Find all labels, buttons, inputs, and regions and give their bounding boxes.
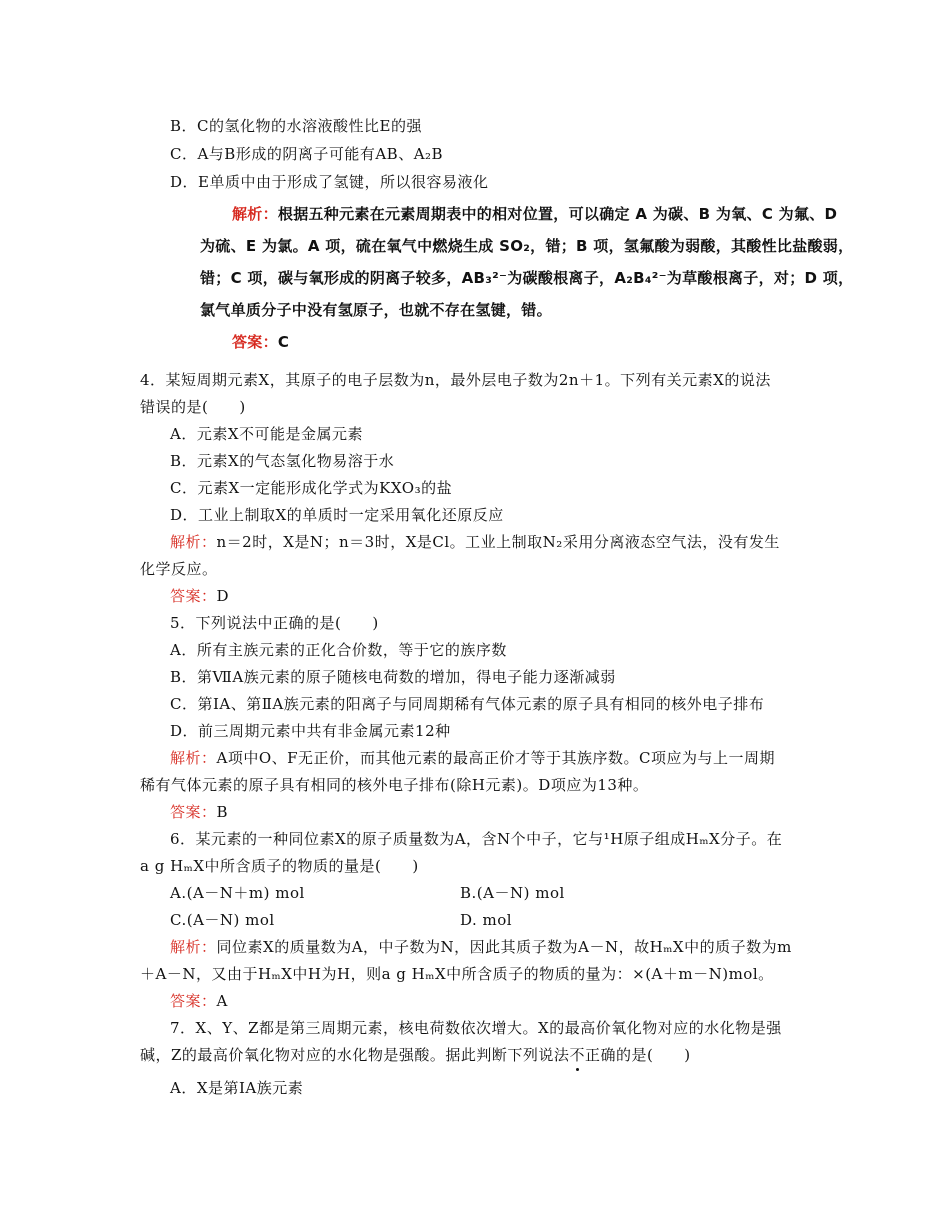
q4-option-c: C．元素X一定能形成化学式为KXO₃的盐 <box>170 479 453 497</box>
q5-analysis-line-2: 稀有气体元素的原子具有相同的核外电子排布(除H元素)。D项应为13种。 <box>140 776 649 794</box>
q3-analysis-label: 解析： <box>232 205 278 223</box>
q4-answer <box>170 586 229 606</box>
q3-option-d: D．E单质中由于形成了氢键，所以很容易液化 <box>170 173 489 191</box>
q4-stem-line-2: 错误的是( ) <box>140 398 246 416</box>
q3-answer-value: C <box>277 333 290 351</box>
q4-analysis-line-2: 化学反应。 <box>140 560 218 578</box>
q6-analysis-line-2: ＋A－N，又由于HₘX中H为H，则a g HₘX中所含质子的物质的量为：×(A＋m－N)mol。 <box>140 965 774 983</box>
q6-analysis-line-1 <box>170 937 792 957</box>
q7-stem-line-2 <box>140 1045 691 1065</box>
q5-answer-label: 答案： <box>170 803 217 821</box>
q7-option-a: A．X是第ⅠA族元素 <box>170 1079 304 1097</box>
q5-option-a: A．所有主族元素的正化合价数，等于它的族序数 <box>170 641 507 659</box>
q6-answer <box>170 991 228 1011</box>
q4-analysis-text-1: n＝2时，X是N；n＝3时，X是Cl。工业上制取N₂采用分离液态空气法，没有发生 <box>216 533 780 551</box>
q4-analysis-line-1 <box>170 532 780 552</box>
q3-answer <box>232 332 289 352</box>
q6-option-c: C.(A－N) mol <box>170 911 275 929</box>
q4-answer-value: D <box>216 587 230 605</box>
q7-stem-pre: 碱，Z的最高价氧化物对应的水化物是强酸。据此判断下列说法 <box>140 1046 570 1064</box>
q5-option-c: C．第ⅠA、第ⅡA族元素的阳离子与同周期稀有气体元素的原子具有相同的核外电子排布 <box>170 695 765 713</box>
q6-stem-line-2: a g HₘX中所含质子的物质的量是( ) <box>140 857 419 875</box>
q5-analysis-line-1 <box>170 748 775 768</box>
q4-option-a: A．元素X不可能是金属元素 <box>170 425 364 443</box>
q6-answer-value: A <box>216 992 228 1010</box>
q3-analysis-line-1 <box>232 204 837 224</box>
q5-option-b: B．第ⅦA族元素的原子随核电荷数的增加，得电子能力逐渐减弱 <box>170 668 616 686</box>
q6-option-b: B.(A－N) mol <box>460 884 565 902</box>
q4-option-b: B．元素X的气态氢化物易溶于水 <box>170 452 395 470</box>
q4-stem-line-1: 4．某短周期元素X，其原子的电子层数为n，最外层电子数为2n＋1。下列有关元素X的说法 <box>140 371 771 389</box>
q5-analysis-text-1: A项中O、F无正价，而其他元素的最高正价才等于其族序数。C项应为与上一周期 <box>216 749 776 767</box>
q5-answer <box>170 802 228 822</box>
q3-answer-label: 答案： <box>232 333 278 351</box>
q4-option-d: D．工业上制取X的单质时一定采用氧化还原反应 <box>170 506 504 524</box>
q3-analysis-line-4: 氯气单质分子中没有氢原子，也就不存在氢键，错。 <box>200 301 552 319</box>
q6-analysis-label: 解析： <box>170 938 217 956</box>
q6-answer-label: 答案： <box>170 992 217 1010</box>
q4-analysis-label: 解析： <box>170 533 217 551</box>
q3-option-c: C．A与B形成的阴离子可能有AB、A₂B <box>170 145 444 163</box>
q3-analysis-line-2: 为硫、E 为氯。A 项，硫在氧气中燃烧生成 SO₂，错；B 项，氢氟酸为弱酸，其酸性比盐酸弱， <box>200 237 854 255</box>
q3-option-b: B．C的氢化物的水溶液酸性比E的强 <box>170 117 422 135</box>
q6-analysis-text-1: 同位素X的质量数为A，中子数为N，因此其质子数为A－N，故HₘX中的质子数为m <box>216 938 792 956</box>
q4-answer-label: 答案： <box>170 587 217 605</box>
q3-analysis-line-3: 错；C 项，碳与氧形成的阴离子较多，AB₃²⁻为碳酸根离子，A₂B₄²⁻为草酸根离子，对；D 项， <box>200 269 854 287</box>
q5-analysis-label: 解析： <box>170 749 217 767</box>
q5-option-d: D．前三周期元素中共有非金属元素12种 <box>170 722 451 740</box>
q3-analysis-text-1: 根据五种元素在元素周期表中的相对位置，可以确定 A 为碳、B 为氧、C 为氟、D <box>277 205 838 223</box>
q6-stem-line-1: 6．某元素的一种同位素X的原子质量数为A，含N个中子，它与¹H原子组成HₘX分子。在 <box>170 830 783 848</box>
q5-stem: 5．下列说法中正确的是( ) <box>170 614 379 632</box>
q6-option-d: D. mol <box>460 911 513 929</box>
q7-stem-post: 正确的是( ) <box>584 1046 691 1064</box>
q7-stem-line-1: 7．X、Y、Z都是第三周期元素，核电荷数依次增大。X的最高价氧化物对应的水化物是强 <box>170 1019 782 1037</box>
q7-stem-emphasis: 不 <box>569 1046 585 1064</box>
q5-answer-value: B <box>216 803 229 821</box>
q6-option-a: A.(A－N＋m) mol <box>170 884 305 902</box>
